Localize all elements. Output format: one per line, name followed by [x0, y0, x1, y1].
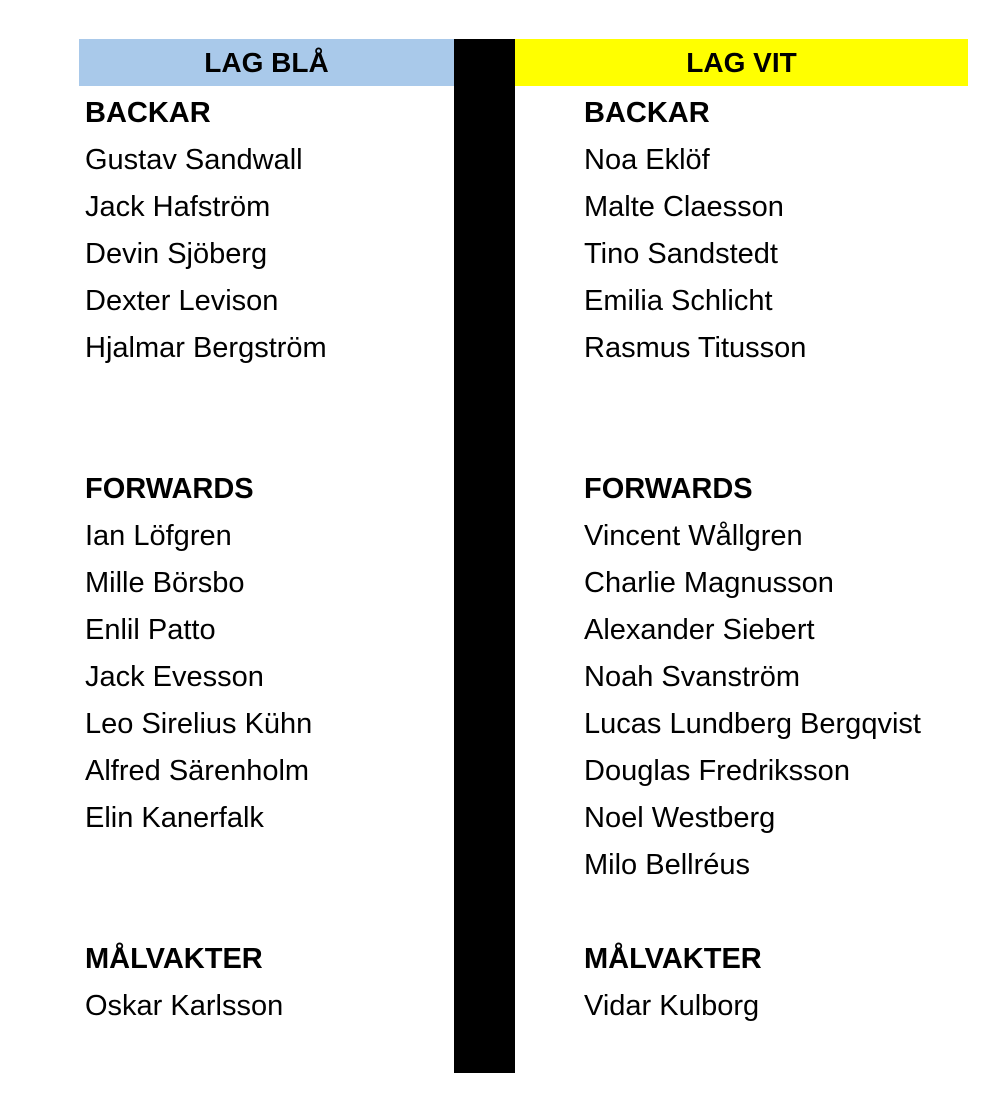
player-name: Dexter Levison [85, 285, 279, 317]
player-name: Emilia Schlicht [584, 285, 773, 317]
player-name: Alfred Särenholm [85, 755, 310, 787]
player-name: Douglas Fredriksson [584, 755, 850, 787]
player-name: Noa Eklöf [584, 144, 710, 176]
player-name: Hjalmar Bergström [85, 332, 327, 364]
player-name: Enlil Patto [85, 614, 216, 646]
malvakter-heading: MÅLVAKTER [584, 943, 762, 975]
player-name: Devin Sjöberg [85, 238, 268, 270]
player-name: Gustav Sandwall [85, 144, 303, 176]
spacer [85, 842, 327, 889]
player-name: Lucas Lundberg Bergqvist [584, 708, 921, 740]
team-vit-header [515, 39, 968, 86]
player-name: Vidar Kulborg [584, 990, 760, 1022]
forwards-heading: FORWARDS [584, 473, 753, 505]
team-bla-roster [85, 90, 327, 1030]
forwards-heading: FORWARDS [85, 473, 254, 505]
player-name: Alexander Siebert [584, 614, 815, 646]
player-name: Rasmus Titusson [584, 332, 807, 364]
player-name: Tino Sandstedt [584, 238, 778, 270]
player-name: Jack Evesson [85, 661, 264, 693]
column-divider [454, 39, 515, 1073]
backar-heading: BACKAR [85, 97, 211, 129]
player-name: Noel Westberg [584, 802, 776, 834]
player-name: Malte Claesson [584, 191, 784, 223]
spacer [584, 419, 921, 466]
team-vit-roster [584, 90, 921, 1030]
malvakter-heading: MÅLVAKTER [85, 943, 263, 975]
player-name: Vincent Wållgren [584, 520, 803, 552]
player-name: Milo Bellréus [584, 849, 750, 881]
spacer [584, 372, 921, 419]
player-name: Ian Löfgren [85, 520, 232, 552]
player-name: Charlie Magnusson [584, 567, 834, 599]
team-bla-header [79, 39, 454, 86]
spacer [584, 889, 921, 936]
player-name: Elin Kanerfalk [85, 802, 264, 834]
spacer [85, 372, 327, 419]
player-name: Mille Börsbo [85, 567, 245, 599]
spacer [85, 889, 327, 936]
backar-heading: BACKAR [584, 97, 710, 129]
player-name: Jack Hafström [85, 191, 271, 223]
team-vit-title: LAG VIT [686, 46, 797, 78]
player-name: Noah Svanström [584, 661, 800, 693]
spacer [85, 419, 327, 466]
player-name: Oskar Karlsson [85, 990, 284, 1022]
player-name: Leo Sirelius Kühn [85, 708, 313, 740]
team-bla-title: LAG BLÅ [204, 46, 329, 78]
